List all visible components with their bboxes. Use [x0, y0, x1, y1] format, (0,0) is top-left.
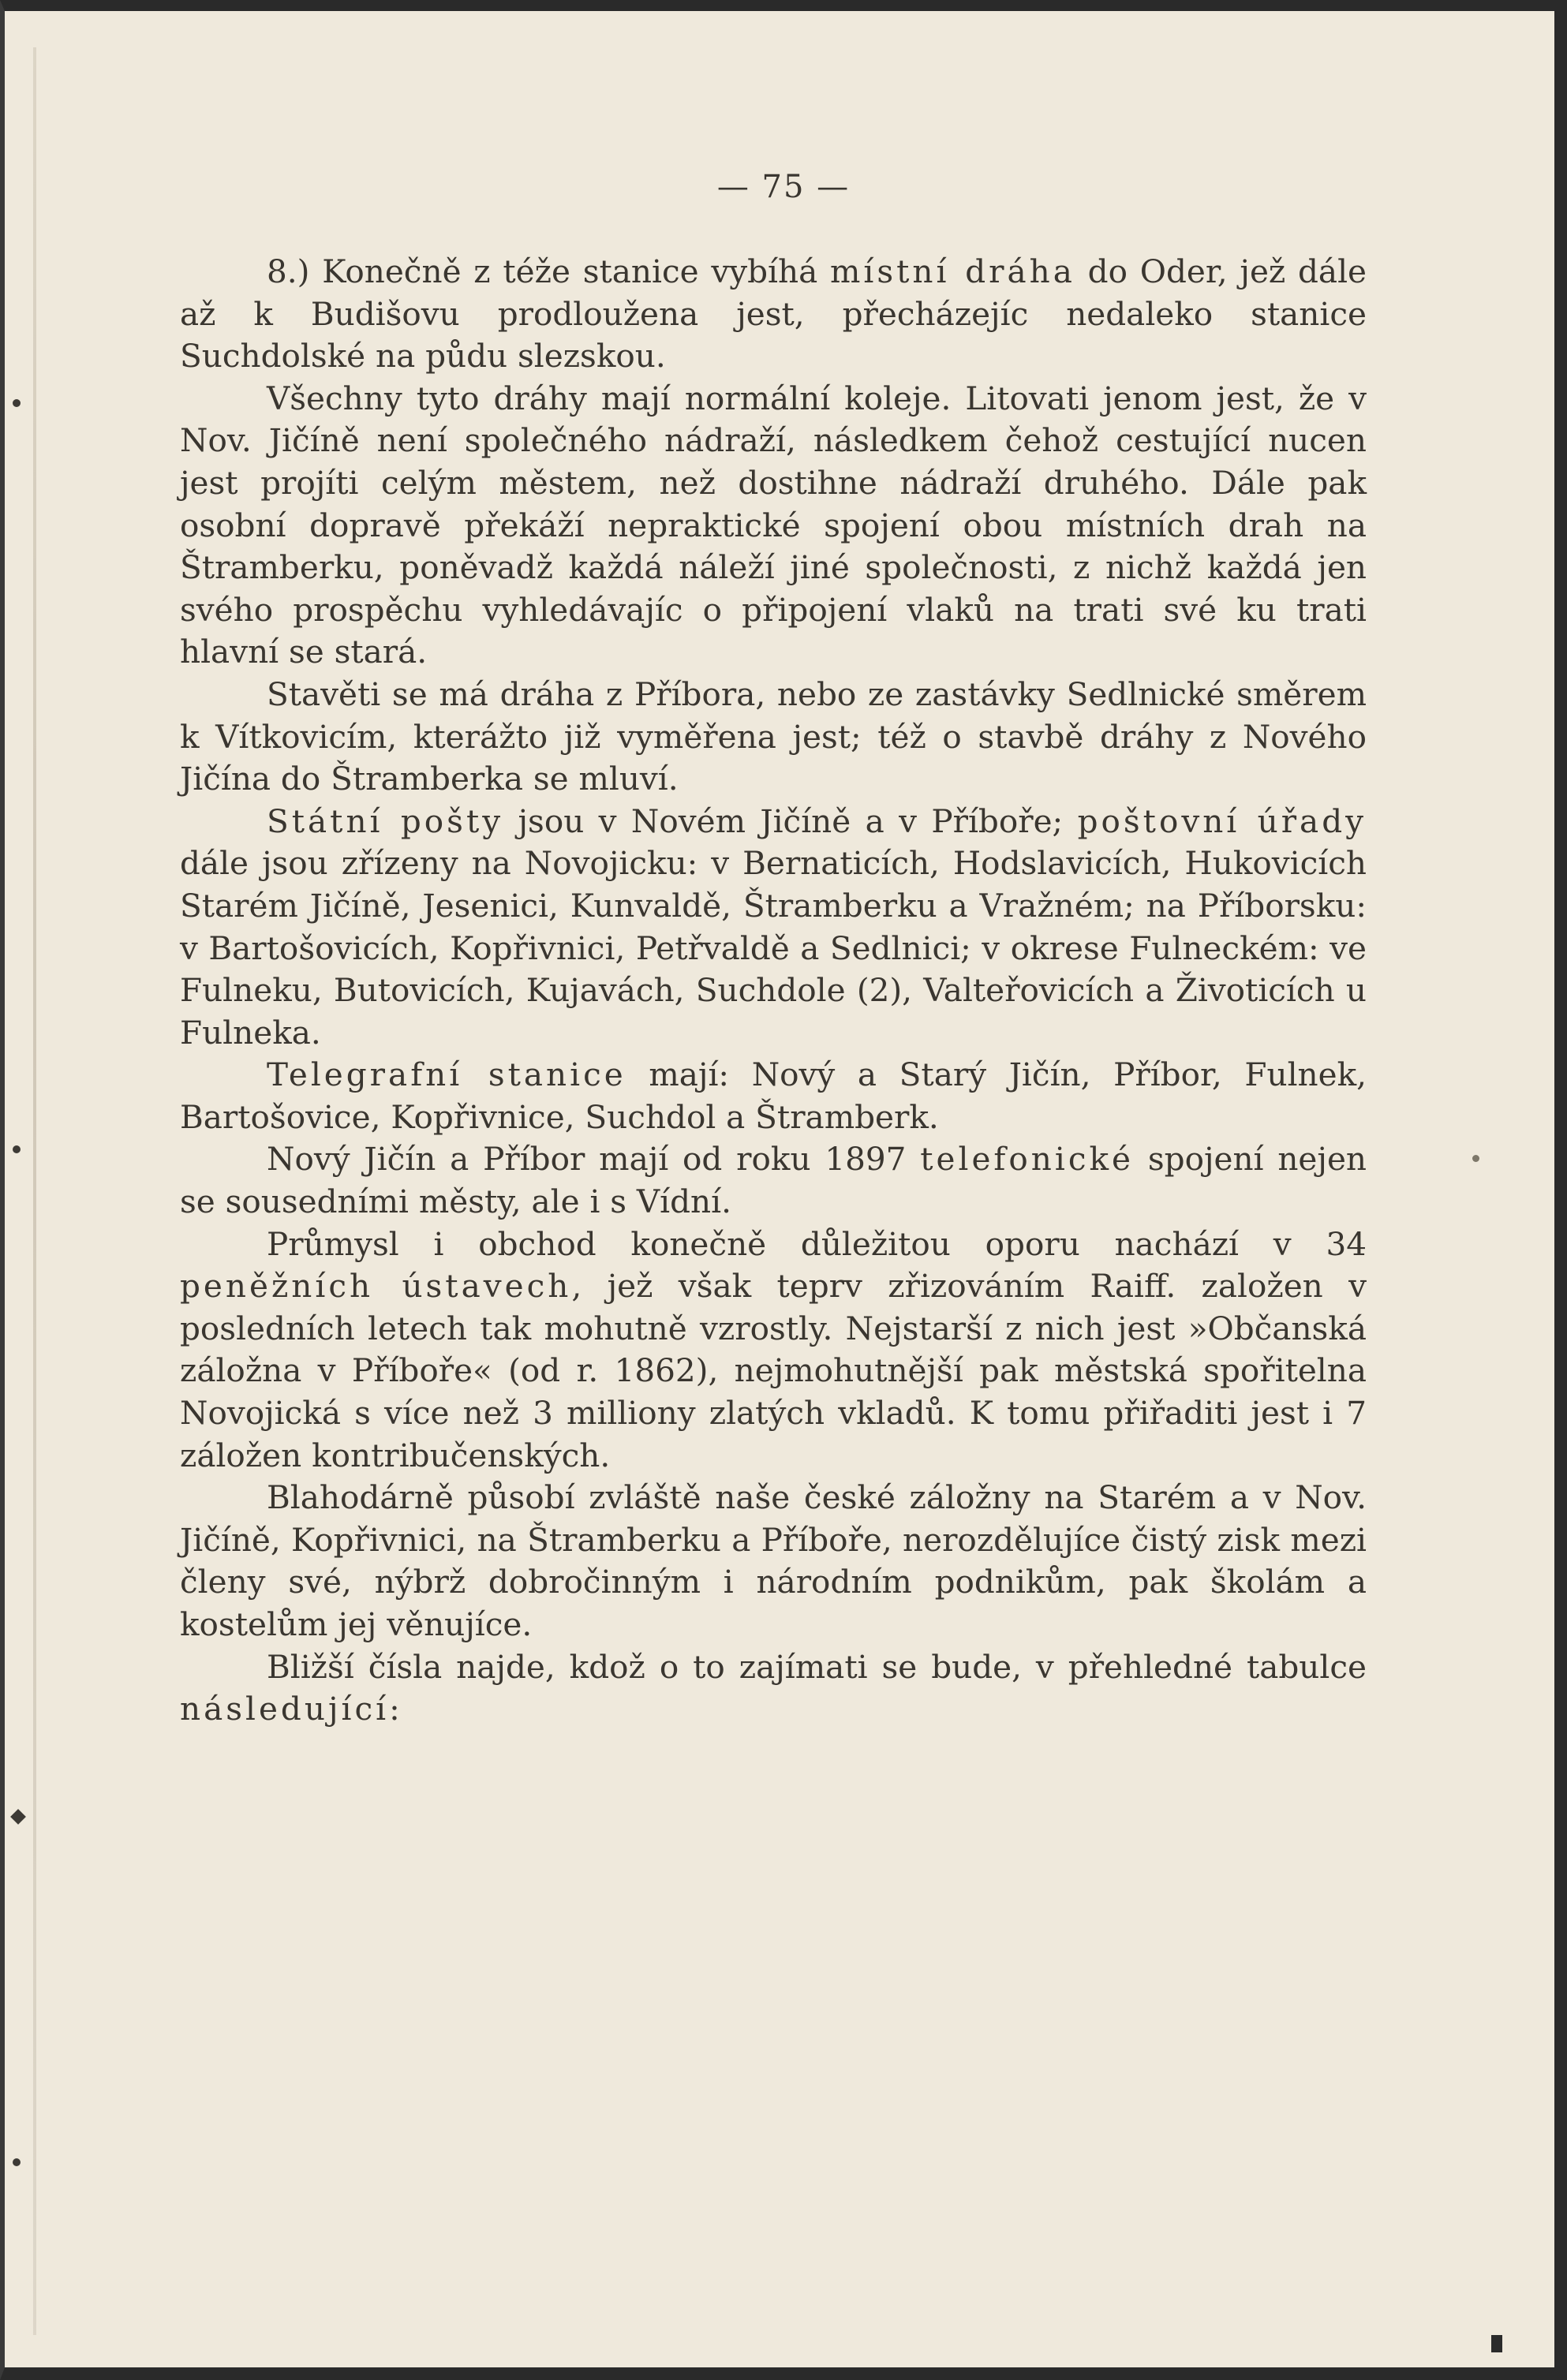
emphasized-text: telefonické [920, 1140, 1135, 1179]
body-text [180, 251, 1367, 1731]
text-segment: Bližší čísla najde, kdož o to zajímati se bude, v přehledné tabulce [267, 1647, 1367, 1686]
emphasized-text: místní dráha [830, 252, 1075, 290]
paragraph [180, 674, 1367, 801]
text-segment: Blahodárně působí zvláště naše české záložny na Starém a v Nov. Jičíně, Kopřivnici, na Štramberku a Příboře, nerozdělujíce čistý zisk mezi členy své, nýbrž dobročinným i národním podnikům, pak školám a kostelům jej věnujíce. [180, 1478, 1367, 1643]
binding-mark [13, 2158, 21, 2166]
paragraph [180, 378, 1367, 674]
paragraph [180, 1477, 1367, 1646]
text-segment: spojení nejen se sousedními městy, ale i s Vídní. [180, 1140, 1367, 1221]
paragraph [180, 801, 1367, 1055]
binding-mark [13, 1145, 21, 1153]
emphasized-text: poštovní úřady [1077, 801, 1367, 840]
text-segment: Stavěti se má dráha z Příbora, nebo ze zastávky Sedlnické směrem k Vítkovicím, kterážto již vyměřena jest; též o stavbě dráhy z Nového Jičína do Štramberka se mluví. [180, 674, 1367, 798]
paragraph [180, 1138, 1367, 1223]
emphasized-text: Telegrafní stanice [267, 1055, 626, 1094]
paragraph [180, 1054, 1367, 1138]
emphasized-text: peněžních ústavech [180, 1267, 572, 1306]
text-segment: mají: Nový a Starý Jičín, Příbor, Fulnek, Bartošovice, Kopřivnice, Suchdol a Štramberk. [180, 1055, 1367, 1136]
emphasized-text: následující [180, 1690, 390, 1728]
text-segment: : [389, 1690, 400, 1728]
text-segment: , jež však teprv zřizováním Raiff. založen v posledních letech tak mohutně vzrostly. Nejstarší z nich jest »Občanská záložna v Příboře« (od r. 1862), nejmohutnější pak městská spořitelna Novojická s více než 3 milliony zlatých vkladů. K tomu přiřaditi jest i 7 záložen kontribučenských. [180, 1267, 1367, 1474]
text-segment: 8.) Konečně z téže stanice vybíhá [267, 252, 831, 290]
text-segment: jsou v Novém Jičíně a v Příboře; [503, 801, 1078, 840]
text-segment: Nový Jičín a Příbor mají od roku 1897 [267, 1140, 921, 1179]
text-segment: Průmysl i obchod konečně důležitou oporu nachází v 34 [267, 1224, 1367, 1263]
paragraph [180, 1224, 1367, 1478]
text-segment: Všechny tyto dráhy mají normální koleje. Litovati jenom jest, že v Nov. Jičíně není společného nádraží, následkem čehož cestující nucen jest projíti celým městem, než dostihne nádraží druhého. Dále pak osobní dopravě překáží nepraktické spojení obou místních drah na Štramberku, poněvadž každá náleží jiné společnosti, z nichž každá jen svého prospěchu vyhledávajíc o připojení vlaků na trati své ku trati hlavní se stará. [180, 379, 1367, 671]
page-edge-shadow [33, 47, 36, 2335]
corner-mark [1491, 2335, 1502, 2352]
emphasized-text: Státní pošty [267, 801, 504, 840]
paragraph [180, 251, 1367, 378]
page-number: — 75 — [716, 169, 851, 205]
text-segment: do Oder, jež dále až k Budišovu prodloužena jest, přecházejíc nedaleko stanice Suchdolské na půdu slezskou. [180, 252, 1367, 375]
text-segment: dále jsou zřízeny na Novojicku: v Bernaticích, Hodslavicích, Hukovicích Starém Jičíně, Jesenici, Kunvaldě, Štramberku a Vražném; na Příborsku: v Bartošovicích, Kopřivnici, Petřvaldě a Sedlnici; v okrese Fulneckém: ve Fulneku, Butovicích, Kujavách, Suchdole (2), Valteřovicích a Životicích u Fulneka. [180, 844, 1367, 1052]
paragraph [180, 1646, 1367, 1731]
margin-dot [1472, 1155, 1479, 1162]
binding-mark [13, 399, 21, 407]
